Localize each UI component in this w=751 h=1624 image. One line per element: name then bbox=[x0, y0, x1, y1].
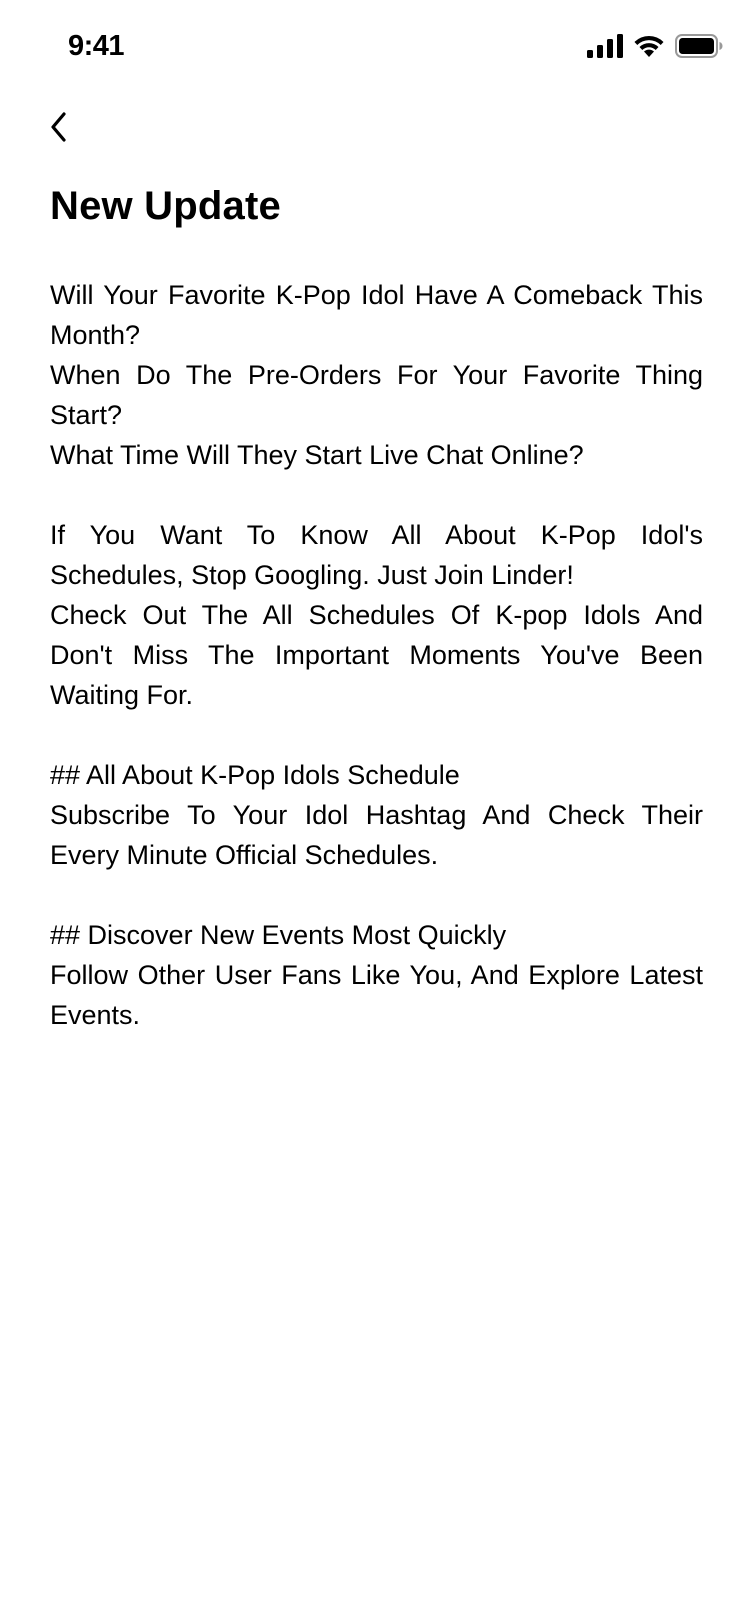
content-line: If You Want To Know All About K-Pop Idol's Schedules, Stop Googling. Just Join Linder! bbox=[50, 520, 703, 590]
content-line: Subscribe To Your Idol Hashtag And Check Their Every Minute Official Schedules. bbox=[50, 800, 703, 870]
content-line: Will Your Favorite K-Pop Idol Have A Comeback This Month? bbox=[50, 280, 703, 350]
update-content bbox=[50, 275, 703, 1035]
content-line: Follow Other User Fans Like You, And Explore Latest Events. bbox=[50, 960, 703, 1030]
paragraph-spacer bbox=[50, 875, 703, 915]
content-line: When Do The Pre-Orders For Your Favorite Thing Start? bbox=[50, 360, 703, 430]
status-icons bbox=[587, 34, 723, 58]
paragraph-spacer bbox=[50, 475, 703, 515]
status-bar bbox=[0, 0, 751, 100]
section-heading: ## Discover New Events Most Quickly bbox=[50, 920, 507, 950]
section-heading: ## All About K-Pop Idols Schedule bbox=[50, 760, 460, 790]
battery-icon bbox=[675, 34, 723, 58]
status-time: 9:41 bbox=[68, 30, 125, 62]
back-button[interactable] bbox=[40, 106, 76, 152]
wifi-icon bbox=[633, 34, 665, 58]
content-line: Check Out The All Schedules Of K-pop Idols And Don't Miss The Important Moments You've Been Waiting For. bbox=[50, 600, 703, 710]
page-title: New Update bbox=[50, 184, 281, 228]
content-line: What Time Will They Start Live Chat Online? bbox=[50, 440, 584, 470]
cellular-signal-icon bbox=[587, 34, 623, 58]
paragraph-spacer bbox=[50, 715, 703, 755]
chevron-left-icon bbox=[49, 111, 67, 148]
